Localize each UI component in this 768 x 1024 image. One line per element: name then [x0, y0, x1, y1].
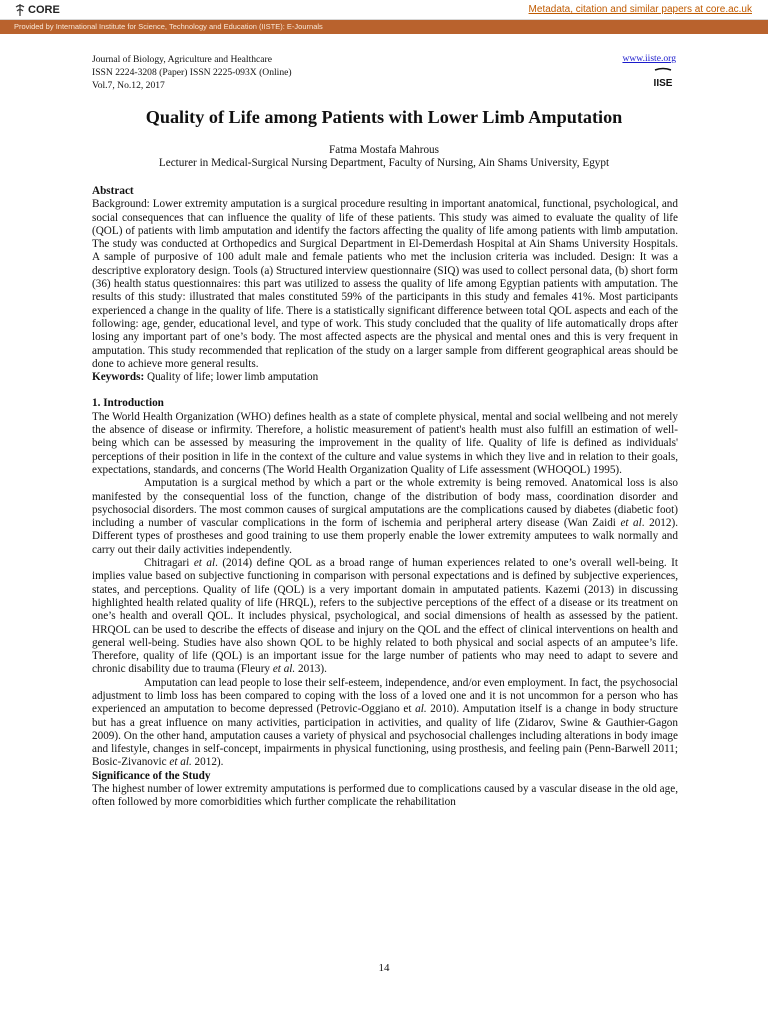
abstract-text: Background: Lower extremity amputation is a surgical procedure resulting in important anatomical, functional, psychological, and social consequences that can influence the quality of life of these patients. This study was aimed to evaluate the quality of life (QOL) of patients with limb amputation and identify the factors affecting the quality of life among patients with limb amputation. The study was conducted at Orthopedics and Surgical Department in El-Demerdash Hospital at Ain Shams University Hospitals. A sample of purposive of 100 adult male and female patients who met the inclusion criteria was included. Design: It was a descriptive exploratory design. Tools (a) Structured interview questionnaire (SIQ) was used to collect personal data, (b) short form (36) health status questionnaires: this part was utilized to assess the quality of life among Egyptian patients with amputation. The results of this study: illustrated that males constituted 59% of the participants in this study and females 41%. Most participants experienced a change in the quality of life. There is a statistically significant difference between total QOL aspects and each of the following: age, gender, educational level, and type of work. This study concluded that the quality of life automatically drops after losing any important part of one’s body. The most affected aspects are the physical and mental ones and this is very frequent in amputation. This study recommended that replication of the study on a larger sample from different geographical areas should be done to achieve more general results. [92, 198, 678, 370]
intro-p3-text-b: . (2014) define QOL as a broad range of human experiences related to one’s overall well-being. It implies value based on subjective functioning in comparison with personal expectations and is defined by subjective experiences, states, and perceptions. Quality of life (QOL) is a very important domain in amputated patients. Kazemi (2013) in discussing highlighted health related quality of life (HRQL), refers to the subjective perceptions of the effect of a disease or its treatment on one’s health and overall QOL. It includes physical, psychological, and social dimensions of health as assessed by the patient. HRQOL can be used to describe the effects of disease and injury on the QOL and the effect of clinical interventions on health and general well-being. Studies have also shown QOL to be highly related to both physical and social aspects of an amputee’s life. Therefore, quality of life (QOL) is an important issue for the large number of patients who may need to adapt to severe and chronic disability due to trauma (Fleury [92, 557, 678, 676]
intro-p4-text-c: 2012). [191, 756, 224, 769]
intro-p4-text-a: Amputation can lead people to lose their self-esteem, independence, and/or even employment. In fact, the psychosocial adjustment to limb loss has been compared to coping with the loss of a loved one and it is not uncommon for a person who has experienced an amputation to become depressed (Petrovic-Oggiano et [92, 676, 678, 716]
intro-p3-text-a: Chitragari [144, 557, 194, 570]
core-label: CORE [28, 4, 60, 16]
journal-issn: ISSN 2224-3208 (Paper) ISSN 2225-093X (Online) [92, 67, 292, 78]
intro-paragraph-4 [92, 677, 678, 770]
intro-p2-text-b: . 2012). Different types of prostheses and good training to use them properly enable the lower extremity amputees to walk normally and carry out their daily activities independently. [92, 517, 678, 556]
journal-url-link[interactable]: www.iiste.org [622, 53, 676, 64]
core-logo-icon [14, 3, 26, 17]
significance-paragraph: The highest number of lower extremity amputations is performed due to complications caused by a vascular disease in the old age, often followed by more comorbidities which further complicate the rehabilitation [92, 783, 678, 809]
intro-p4-text-b: 2010). Amputation itself is a change in body structure but has a great influence on many activities, participation in activities, and quality of life (Zidarov, Swine & Gauthier-Gagon 2009). On the other hand, amputation causes a variety of physical and psychosocial challenges including alterations in body image and lifestyle, changes in self-concept, impairments in physical functioning, using prosthesis, and feeling pain (Penn-Barwell 2011; Bosic-Zivanovic [92, 703, 678, 769]
journal-volume: Vol.7, No.12, 2017 [92, 80, 165, 91]
provider-text: Provided by International Institute for Science, Technology and Education (IISTE): E-Journals [14, 22, 323, 31]
iiste-logo-icon [651, 67, 675, 91]
intro-p2-etal: et al [620, 517, 642, 530]
keywords-label: Keywords: [92, 371, 145, 384]
spacer [92, 384, 678, 397]
intro-p3-etal-2: et al. [272, 663, 296, 676]
journal-name: Journal of Biology, Agriculture and Healthcare [92, 54, 273, 65]
core-logo[interactable] [14, 2, 60, 18]
intro-paragraph-2 [92, 477, 678, 557]
abstract-heading: Abstract [92, 185, 134, 197]
keywords-line [92, 371, 678, 384]
intro-p3-text-c: 2013). [295, 663, 327, 676]
paper-title: Quality of Life among Patients with Lower Limb Amputation [145, 107, 623, 127]
paper-author: Fatma Mostafa Mahrous [329, 144, 439, 156]
intro-p4-al: al. [415, 703, 427, 716]
intro-heading: 1. Introduction [92, 397, 164, 410]
iiste-logo-text: IISE [653, 78, 673, 89]
paper-affiliation: Lecturer in Medical-Surgical Nursing Department, Faculty of Nursing, Ain Shams University, Egypt [158, 157, 610, 169]
paper-body [92, 185, 678, 810]
core-metadata-link[interactable]: Metadata, citation and similar papers at core.ac.uk [528, 4, 752, 15]
intro-paragraph-1: The World Health Organization (WHO) defines health as a state of complete physical, mental and social wellbeing and not merely the absence of disease or infirmity. Therefore, a holistic measurement of patient's health must also fulfill an estimation of well-being which can be assessed by measuring the improvement in the quality of life. Quality of life is defined as individuals' perceptions of their position in life in the context of the culture and value systems in which they live and in relation to their goals, expectations, standards, and concerns (The World Health Organization Quality of Life assessment (WHOQOL) 1995). [92, 410, 678, 476]
provider-bar [0, 20, 768, 34]
intro-p3-etal-1: et al [193, 557, 216, 570]
intro-p2-text-a: Amputation is a surgical method by which a part or the whole extremity is being removed. Anatomical loss is also manifested by the consequential loss of the function, change of the distribution of body mass, coordination disorder and psychosocial disorders. The most common causes of surgical amputations are the complications caused by diabetes (diabetic foot) including a number of vascular complications in the form of ischemia and peripheral artery disease (Wan Zaidi [92, 477, 678, 530]
core-banner [0, 0, 768, 20]
page-number: 14 [378, 962, 390, 974]
intro-p4-etal: et al. [169, 756, 192, 769]
intro-paragraph-3 [92, 557, 678, 677]
significance-heading: Significance of the Study [92, 769, 211, 782]
keywords-text: Quality of life; lower limb amputation [144, 371, 319, 384]
journal-header [92, 53, 292, 92]
